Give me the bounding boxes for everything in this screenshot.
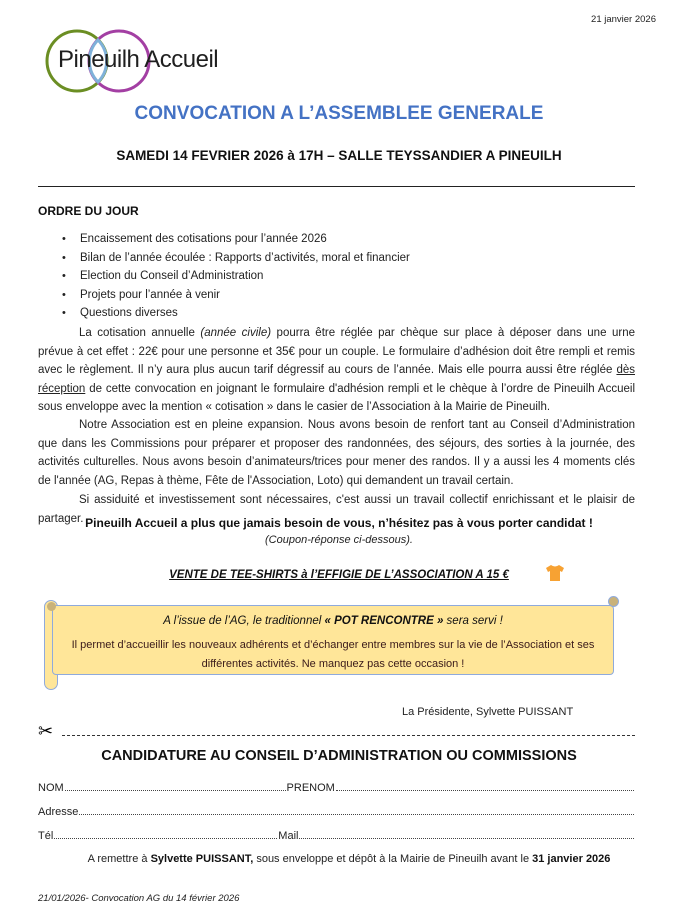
- form-row-contact: [38, 828, 635, 842]
- mail-label: Mail: [278, 830, 299, 842]
- text: sera servi !: [443, 615, 503, 627]
- text: Si assiduité et investissement sont nécessaires, c'est aussi un travail collectif enrichissant et le plaisir de partager.: [38, 494, 635, 525]
- form-title: CANDIDATURE AU CONSEIL D’ADMINISTRATION OU COMMISSIONS: [101, 748, 577, 764]
- tel-label: Tél: [38, 830, 54, 842]
- dashed-divider: [62, 735, 635, 736]
- prenom-field[interactable]: [336, 790, 634, 791]
- expansion-paragraph: [38, 416, 635, 490]
- agenda-item: • Projets pour l’année à venir: [62, 286, 410, 305]
- adresse-field[interactable]: [79, 814, 634, 815]
- tshirt-sale-text: VENTE DE TEE-SHIRTS à l’EFFIGIE DE L’ASSOCIATION A 15 €: [169, 569, 509, 581]
- agenda-item: • Questions diverses: [62, 304, 410, 323]
- text: de cette convocation en joignant le formulaire d'adhésion rempli et le chèque à l’ordre de Pineuilh Accueil sous enveloppe avec la mention « cotisation » dans le casier de l’Association à la Mairie de Pineuilh.: [38, 382, 635, 414]
- banner-body: Il permet d’accueillir les nouveaux adhérents et d’échanger entre membres sur la vie de l’Association et ses différentes activités. Ne manquez pas cette occasion !: [71, 639, 595, 670]
- logo: [40, 28, 220, 94]
- italic-text: (année civile): [200, 327, 272, 339]
- adresse-label: Adresse: [38, 806, 79, 818]
- text: A remettre à: [87, 853, 151, 865]
- footer: 21/01/2026- Convocation AG du 14 février 2026: [38, 893, 240, 904]
- underlined-text: dès réception: [38, 364, 635, 395]
- bold-text: Sylvette PUISSANT,: [150, 853, 254, 865]
- form-row-name: [38, 780, 635, 794]
- scroll-curl-icon: [47, 602, 56, 611]
- banner-headline: [52, 615, 614, 627]
- nom-field[interactable]: [65, 790, 286, 791]
- page-title: CONVOCATION A L’ASSEMBLEE GENERALE: [134, 103, 544, 124]
- agenda-heading: ORDRE DU JOUR: [38, 204, 139, 218]
- call-to-action: Pineuilh Accueil a plus que jamais besoin de vous, n’hésitez pas à vous porter candidat !: [85, 516, 593, 530]
- bold-text: « POT RENCONTRE »: [324, 615, 444, 627]
- agenda-item: • Election du Conseil d’Administration: [62, 267, 410, 286]
- signature: La Présidente, Sylvette PUISSANT: [402, 706, 574, 718]
- bold-text: 31 janvier 2026: [532, 853, 611, 865]
- scroll-curl-icon: [608, 596, 619, 607]
- remit-instructions: [0, 853, 678, 865]
- nom-label: NOM: [38, 782, 64, 794]
- prenom-label: PRENOM: [286, 782, 335, 794]
- cotisation-paragraph: [38, 324, 635, 417]
- agenda-item: • Bilan de l’année écoulée : Rapports d’activités, moral et financier: [62, 249, 410, 268]
- tshirt-icon: [545, 564, 565, 582]
- text: Notre Association est en pleine expansion. Nous avons besoin de renfort tant au Conseil d’Administration que dans les Commissions pour préparer et proposer des randonnées, des séjours, des sorties à la journée, des activités culturelles. Nous avons besoin d’animateurs/trices pour mener des randos. Il y a aussi les 4 moments clés de l'année (AG, Repas à thème, Fête de l'Association, Loto) qui demandent un travail certain.: [38, 419, 635, 487]
- cut-line: [38, 721, 635, 741]
- text: A l’issue de l’AG, le traditionnel: [163, 615, 325, 627]
- logo-text: Pineuilh Accueil: [58, 46, 219, 73]
- tel-field[interactable]: [54, 838, 277, 839]
- event-subtitle: SAMEDI 14 FEVRIER 2026 à 17H – SALLE TEYSSANDIER A PINEUILH: [116, 148, 562, 163]
- scissors-icon: ✂: [38, 721, 54, 741]
- divider: [38, 186, 635, 187]
- agenda-item: • Encaissement des cotisations pour l’année 2026: [62, 230, 410, 249]
- form-row-address: [38, 804, 635, 818]
- text: La cotisation annuelle: [79, 327, 201, 339]
- coupon-note: (Coupon-réponse ci-dessous).: [265, 534, 413, 546]
- mail-field[interactable]: [299, 838, 634, 839]
- document-date: 21 janvier 2026: [591, 14, 656, 25]
- agenda-list: [62, 230, 410, 323]
- text: sous enveloppe et dépôt à la Mairie de Pineuilh avant le: [253, 853, 533, 865]
- text: pourra être réglée par chèque sur place à déposer dans une urne prévue à cet effet : 22€ pour une personne et 35€ pour un couple. Le formulaire d’adhésion doit être rempli et remis avec le règlement. Il n’y aura plus aucun tarif dégressif au cours de l’année. Mais elle pourra aussi être réglée: [38, 327, 635, 377]
